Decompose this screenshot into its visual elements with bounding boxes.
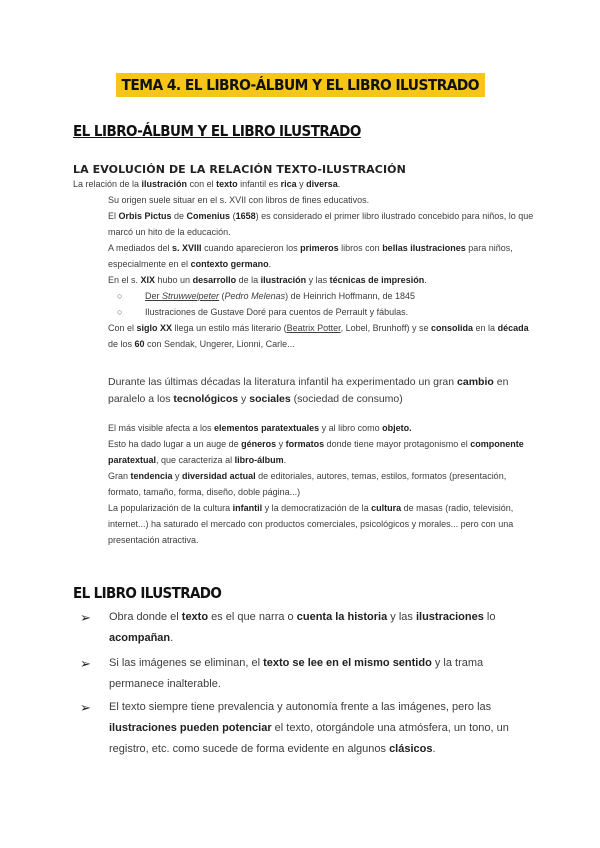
note-paragraph: El más visible afecta a los elementos paratextuales y al libro como objeto. bbox=[108, 423, 412, 433]
list-item: A mediados del s. XVIII cuando aparecieron los primeros libros con bellas ilustraciones para niños, especialmente en el contexto germano. bbox=[108, 243, 513, 269]
document-title-wrapper bbox=[0, 73, 600, 97]
list-item: ➢ El texto siempre tiene prevalencia y autonomía frente a las imágenes, pero las ilustraciones pueden potenciar el texto, otorgándole una atmósfera, un tono, un registro, etc. como sucede de forma evidente en algunos clásicos. bbox=[80, 697, 520, 760]
arrow-bullet-icon: ➢ bbox=[80, 656, 91, 671]
title-text: TEMA 4. EL LIBRO-ÁLBUM Y EL LIBRO bbox=[121, 76, 396, 94]
list-item: El Orbis Pictus de Comenius (1658) es considerado el primer libro ilustrado concebido para niños, lo que marcó un hito de la educación. bbox=[108, 211, 534, 237]
list-item: ➢ Obra donde el texto es el que narra o cuenta la historia y las ilustraciones lo acompañan. bbox=[80, 607, 520, 649]
list-item: Gran tendencia y diversidad actual de editoriales, autores, temas, estilos, formatos (presentación, formato, tamaño, forma, diseño, doble página...) bbox=[108, 471, 507, 497]
list-item: Durante las últimas décadas la literatura infantil ha experimentado un gran cambio en paralelo a los tecnológicos y sociales (sociedad de consumo) bbox=[108, 376, 509, 405]
section-heading-libro-album: EL LIBRO-ÁLBUM Y EL LIBRO ILUSTRADO bbox=[73, 122, 361, 140]
list-item: ➢ Si las imágenes se eliminan, el texto se lee en el mismo sentido y la trama permanece inalterable. bbox=[80, 653, 520, 695]
list-item: La popularización de la cultura infantil y la democratización de la cultura de masas (radio, televisión, internet...) ha saturado el mercado con productos comerciales, psicológicos y morales... pero con una presentación atractiva. bbox=[108, 503, 514, 545]
list-item: En el s. XIX hubo un desarrollo de la ilustración y las técnicas de impresión. bbox=[108, 275, 427, 285]
list-item: Con el siglo XX llega un estilo más literario (Beatrix Potter, Lobel, Brunhoff) y se consolida en la década de los 60 con Sendak, Ungerer, Lionni, Carle... bbox=[108, 323, 529, 349]
subheading-evolucion: LA EVOLUCIÓN DE LA RELACIÓN TEXTO-ILUSTRACIÓN bbox=[73, 163, 406, 176]
intro-paragraph: La relación de la ilustración con el texto infantil es rica y diversa. bbox=[73, 179, 341, 189]
arrow-bullet-icon: ➢ bbox=[80, 700, 91, 715]
document-title bbox=[116, 73, 485, 97]
circle-bullet-icon: ○ bbox=[117, 291, 123, 301]
sub-list-item: ○ Ilustraciones de Gustave Doré para cuentos de Perrault y fábulas. bbox=[117, 304, 517, 320]
list-item: Su origen suele situar en el s. XVII con libros de fines educativos. bbox=[108, 195, 370, 205]
section-heading-libro-ilustrado: EL LIBRO ILUSTRADO bbox=[73, 584, 222, 602]
list-item: Esto ha dado lugar a un auge de géneros y formatos donde tiene mayor protagonismo el componente paratextual, que caracteriza al libro-álbum. bbox=[108, 439, 524, 465]
sub-list-item: ○ Der Struwwelpeter (Pedro Melenas) de Heinrich Hoffmann, de 1845 bbox=[117, 288, 517, 304]
title-text-highlight: ILUSTRADO bbox=[395, 76, 479, 94]
arrow-bullet-icon: ➢ bbox=[80, 610, 91, 625]
circle-bullet-icon: ○ bbox=[117, 307, 123, 317]
